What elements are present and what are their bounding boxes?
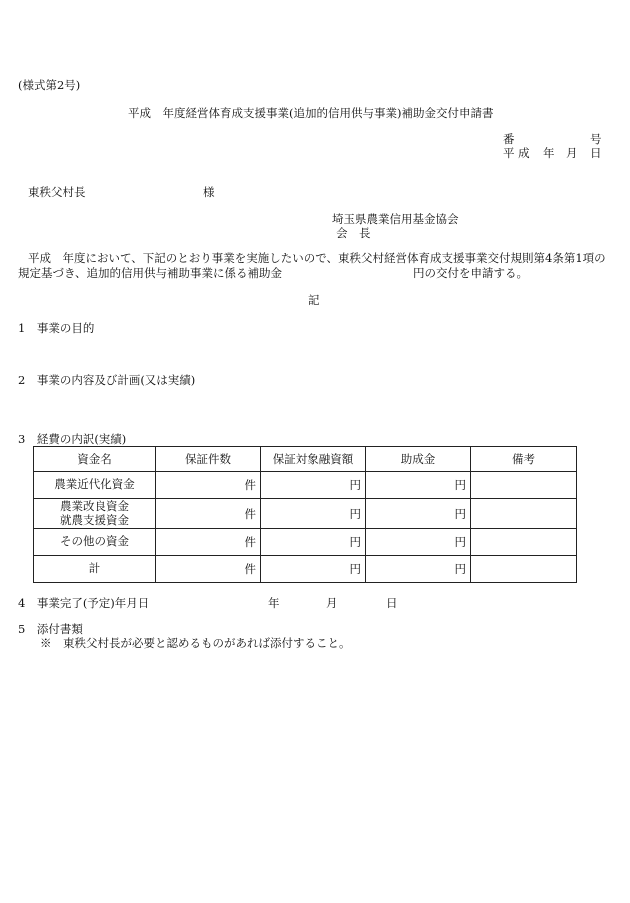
guarantee-count-cell (156, 556, 261, 583)
table-row (34, 472, 577, 499)
fund-name-cell (34, 472, 156, 499)
loan-amount-cell (261, 556, 366, 583)
addressee-name: 東秩父村長 (28, 185, 86, 199)
loan-amount-cell (261, 529, 366, 556)
fund-name: 農業改良資金 (60, 498, 129, 513)
body-line-2b: 円の交付を申請する。 (413, 266, 528, 280)
column-header: 助成金 (366, 447, 471, 472)
table-total-row (34, 556, 577, 583)
expense-table (33, 446, 577, 583)
remarks-cell (471, 529, 577, 556)
date-day-label: 日 (590, 146, 602, 160)
section-3-heading: 3 経費の内訳(実績) (18, 432, 127, 446)
fund-name: その他の資金 (60, 534, 129, 549)
body-line-1: 平成 年度において、下記のとおり事業を実施したいので、東秩父村経営体育成支援事業交付規則第4条第1項の (28, 251, 606, 265)
fund-name-cell (34, 529, 156, 556)
reference-number-label: 番 (503, 132, 515, 146)
applicant-organization: 埼玉県農業信用基金協会 (332, 212, 459, 226)
loan-amount-cell (261, 499, 366, 529)
table-row (34, 499, 577, 529)
loan-amount-cell (261, 472, 366, 499)
fund-name-cell (34, 556, 156, 583)
guarantee-count-cell (156, 472, 261, 499)
guarantee-count-cell (156, 499, 261, 529)
unit-en: 円 (349, 506, 361, 521)
unit-en: 円 (349, 562, 361, 576)
guarantee-count-cell (156, 529, 261, 556)
body-line-2a: 規定基づき、追加的信用供与補助事業に係る補助金 (18, 266, 283, 280)
subsidy-cell (366, 499, 471, 529)
date-era: 平 成 (503, 146, 530, 160)
column-header: 保証件数 (156, 447, 261, 472)
section-5-heading: 5 添付書類 (18, 622, 83, 636)
table-row (34, 529, 577, 556)
section-4-heading: 4 事業完了(予定)年月日 (18, 596, 150, 610)
unit-ken: 件 (244, 535, 256, 549)
completion-month-label: 月 (326, 596, 338, 610)
remarks-cell (471, 499, 577, 529)
subsidy-cell (366, 556, 471, 583)
form-number: (様式第2号) (18, 78, 81, 92)
unit-en: 円 (454, 506, 466, 521)
ki-heading: 記 (308, 293, 320, 307)
column-header: 資金名 (34, 447, 156, 472)
completion-year-label: 年 (268, 596, 280, 610)
reference-number-suffix: 号 (590, 132, 602, 146)
remarks-cell (471, 472, 577, 499)
fund-name-cell (34, 499, 156, 529)
fund-name-line-2: 就農支援資金 (60, 512, 129, 527)
unit-en: 円 (349, 535, 361, 549)
section-1-heading: 1 事業の目的 (18, 321, 95, 335)
subsidy-cell (366, 529, 471, 556)
unit-ken: 件 (244, 506, 256, 521)
column-header: 備考 (471, 447, 577, 472)
column-header: 保証対象融資額 (261, 447, 366, 472)
date-year-label: 年 (543, 146, 555, 160)
subsidy-cell (366, 472, 471, 499)
unit-ken: 件 (244, 478, 256, 492)
attachment-note: ※ 東秩父村長が必要と認めるものがあれば添付すること。 (40, 636, 351, 650)
section-2-heading: 2 事業の内容及び計画(又は実績) (18, 373, 196, 387)
unit-en: 円 (454, 562, 466, 576)
unit-en: 円 (454, 478, 466, 492)
unit-en: 円 (349, 478, 361, 492)
applicant-title: 会 長 (336, 226, 371, 240)
fund-name: 農業近代化資金 (54, 477, 135, 492)
date-month-label: 月 (566, 146, 578, 160)
remarks-cell (471, 556, 577, 583)
unit-en: 円 (454, 535, 466, 549)
document-title: 平成 年度経営体育成支援事業(追加的信用供与事業)補助金交付申請書 (128, 106, 494, 120)
addressee-honorific: 様 (203, 185, 215, 199)
total-label: 計 (88, 561, 101, 576)
completion-day-label: 日 (386, 596, 398, 610)
unit-ken: 件 (244, 562, 256, 576)
table-header-row (34, 447, 577, 472)
